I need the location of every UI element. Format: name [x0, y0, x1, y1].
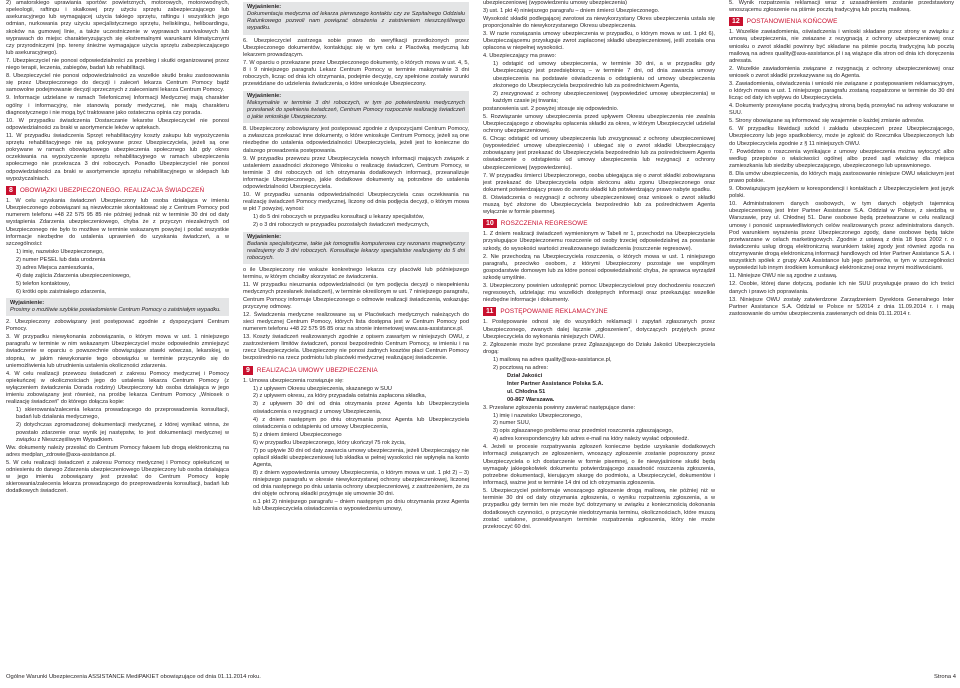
list-item: 2) z upływem okresu, za który przypadała ostatnia zapłacona składka, — [253, 393, 427, 400]
section-heading — [483, 307, 715, 316]
explanation-box — [243, 2, 469, 35]
explanation-box — [243, 91, 469, 124]
section-title: ROSZCZENIA REGRESOWE — [500, 220, 588, 228]
list-item: 6) krótki opis zaistniałego zdarzenia, — [16, 288, 107, 295]
explanation-heading: Wyjaśnienie: — [247, 233, 282, 240]
paragraph: 3. W razie rozwiązania umowy ubezpieczenia w przypadku, o którym mowa w ust. 1 pkt 6), Ubezpieczającemu przysługuje zwrot zapłaconej składki ubezpieczeniowej, jeśli została ona opłacona w niepełnej wysokości. — [483, 31, 715, 52]
paragraph: 5. Strony obowiązane są informować się wzajemnie o każdej zmianie adresów. — [729, 118, 925, 125]
paragraph: 5. Wynik rozpatrzenia reklamacji wraz z uzasadnieniem zostanie przedstawiony wnoszącemu zgłoszenie na piśmie pocztą tradycyjną lub pocztą mailową. — [729, 0, 954, 14]
section-heading — [729, 17, 954, 26]
section-heading — [243, 366, 469, 375]
section-heading — [483, 219, 715, 228]
list-item: 2) numer PESEL lub data urodzenia — [16, 256, 106, 263]
paragraph: 2. Nie przechodzą na Ubezpieczyciela roszczenia, o których mowa w ust. 1 niniejszego paragrafu, przeciwko osobom, z którymi Ubezpieczony pozostaje we wspólnym gospodarstwie domowym lub za które ponosi odpowiedzialność chyba, że sprawca wyrządził szkodę umyślnie. — [483, 253, 715, 282]
paragraph: 8. Dla umów ubezpieczenia, do których mają zastosowanie niniejsze OWU właściwym jest prawo polskie. — [729, 170, 954, 185]
paragraph: 1. Postępowanie odnosi się do wszystkich reklamacji i zapytań zgłaszanych przez Ubezpieczonego, zwanych dalej łącznie „zgłoszeniem”, dotyczących przyjętych przez Ubezpieczyciela do wykonania niniejszych OWU. — [483, 319, 715, 340]
list-item: 1) imię i nazwisko Ubezpieczonego, — [493, 412, 582, 419]
paragraph: 4. Ubezpieczający ma prawo: — [483, 53, 557, 60]
paragraph: o ile Ubezpieczony nie wskaże konkretnego lekarza czy placówki lub późniejszego terminu, w którym chciałby skorzystać ze świadczenia. — [243, 267, 469, 281]
explanation-heading: Wyjaśnienie: — [10, 299, 45, 306]
list-item: 6) w przypadku Ubezpieczonego, który ukończył 75 rok życia, — [253, 439, 406, 446]
column-1 — [6, 0, 229, 496]
paragraph: 9. Informacje udzielane w ramach Telefonicznej Informacji Medycznej mają charakter ogólny i informacyjny, nie stanowią porady medycznej, nie mają charakteru diagnostycznego i nie mogą być traktowane jako ostateczna opinia czy porada. — [6, 95, 229, 116]
list-item: 4) z dniem następnym po dniu otrzymania przez Agenta lub Ubezpieczyciela oświadczenia o odstąpieniu od umowy Ubezpieczenia, — [253, 416, 469, 430]
list-item: 1) do 5 dni roboczych w przypadku konsultacji u lekarzy specjalistów, — [253, 214, 425, 221]
paragraph: 3. Przesłane zgłoszenia powinny zawierać następujące dane: — [483, 404, 636, 411]
explanation-text: Dokumentacja medyczna od lekarza pierwszego kontaktu czy ze Szpitalnego Oddziału Ratunkowego pozwoli nam powiązać obrażenia z zaistnieniem nieszczęśliwego wypadku. — [247, 11, 465, 32]
section-number-badge: 12 — [729, 17, 743, 26]
list-item: 2) numer SUU, — [493, 420, 531, 427]
paragraph: 5. W celu realizacji świadczeń z zakresu Pomocy medycznej i Pomocy opiekuńczej w odniesieniu do danego Zdarzenia ubezpieczeniowego Ubezpieczony lub osoba działająca w jego imieniu zobowiązany jest przesłać do Centrum Pomocy kopię skierowania/zalecenia lekarza prowadzącego do przeprowadzenia konsultacji, badań lub dodatkowych świadczeń. — [6, 459, 229, 495]
paragraph: 7. Powództwo o roszczenia wynikające z umowy ubezpieczenia można wytoczyć albo według przepisów o właściwości ogólnej albo przed sąd właściwy dla miejsca zamieszkania lub siedziby ubezpieczającego, ubezpieczonego lub uprawnionego. — [729, 148, 954, 169]
list-item: 1) z upływem Okresu ubezpieczenia, skazanego w SUU — [253, 385, 392, 392]
list-item: 8) z dniem wypowiedzenia umowy Ubezpieczenia, o którym mowa w ust. 1 pkt 2) – 3) niniejszego paragrafu w okresie niewykorzystanej ochrony ubezpieczeniowej, liczonej od dnia następnego po dniu ustania ochrony ubezpieczeniowej, z zastrzeżeniem, że za dni objęte ochroną składki przyjmuje się umownie 30 dni. — [253, 469, 469, 498]
paragraph: 3. W przypadku niewykonania zobowiązania, o którym mowa w ust. 1 niniejszego paragrafu w terminie w nim wskazanym Ubezpieczyciel może odpowiednio zmniejszyć świadczenie w oparciu o powszechnie obowiązujące stawki wówczas, lekarskiej, w stopniu, w jakim niewykonanie tego obowiązku w terminie przyczyniło się do uniemożliwienia lub utrudnienia ustalenia okoliczności zdarzenia. — [6, 334, 229, 369]
list-item: 1) skierowania/zalecenia lekarza prowadzącego do przeprowadzenia konsultacji, badań lub działania medycznego, — [16, 407, 229, 421]
paragraph: 7. W przypadku śmierci Ubezpieczonego, osoba ubiegająca się o zwrot składki zobowiązana jest przekazać do Ubezpieczyciela odpis skróconu aktu zgonu Ubezpieczonego oraz dokument potwierdzający prawo do zwrotu składki lub potwierdzający prawo nabyte spadku. — [483, 172, 715, 193]
list-item: 4) datę zajścia Zdarzenia ubezpieczeniowego, — [16, 272, 131, 279]
paragraph: 12. Osobie, której dane dotyczą, podanie ich nie SUU przysługuje prawo do ich treści danych i prawo ich poprawiania. — [729, 281, 954, 295]
paragraph: 1. Wszelkie zawiadomienia, oświadczenia i wnioski składane przez strony w związku z umową ubezpieczenia, nie zwiazane z rezygnacją z ochrony ubezpieczeniowej oraz wniosku o zwrot składki powinny być składane na piśmie pocztą tradycyjną lub pocztą mailową na adres quality@axa-assistance.pl i są wiążące dla stron od dnia ich doręczenia adresata. — [729, 29, 954, 64]
explanation-text: Prosimy o możliwie szybkie powiadomienie Centrum Pomocy o zaistniałym wypadku. — [10, 306, 221, 313]
paragraph: 5. Rozwiązanie umowy ubezpieczenia przed upływem Okresu ubezpieczenia nie zwalnia Ubezpieczającego z obowiązku opłacenia składki za okres, w którym Ubezpieczyciel udzielał ochrony ubezpieczeniowej. — [483, 113, 715, 135]
list-item: 2) zrezygnować z ochrony ubezpieczeniowej (wypowiedzieć umowę ubezpieczenia) w każdym czasie jej trwania; — [493, 90, 715, 104]
address-line: Dział Jakości — [507, 372, 543, 379]
explanation-text: Badania specjalistyczne, takie jak tomografia komputerowa czy rezonans magnetyczny realizujemy do 3 dni roboczych. Konsultacje lekarzy specjalistów realizujemy do 5 dni roboczych. — [247, 240, 465, 261]
address-line: ul. Chłodna 51 — [507, 388, 546, 395]
paragraph: 3) ust. 1 pkt 4) niniejszego paragrafu – dniem śmierci Ubezpieczonego. — [483, 7, 660, 14]
paragraph: 10. W przypadku świadczenia Dostarczanie lekarstw Ubezpieczyciel nie ponosi odpowiedzialności za braki w asortymencie leków w aptekach. — [6, 117, 229, 131]
paragraph: 2) amatorskiego uprawiania sportów: powietrznych, motorowych, motorowodnych, speleologii, raftingu i skałkowej przy użyciu sprzętu zabezpieczającego lub asekuracyjnego lub wymagającej użycia takiego sprzętu, raftingu i wszystkich jego odmian, nurkowania przy użyciu specjalistycznego sprzętu, heliskiingu, heliboardingu, skoków na gumowej linie, a także uczestniczenie w wyprawach survivalowych lub wyprawach do miejsc charakteryzujących się ekstremalnymi warunkami klimatycznymi czy przyrodniczymi (np. tereny śnieżne wymagające użycia sprzętu zabezpieczającego lub asekuracyjnego). — [6, 0, 229, 57]
section-title: POSTANOWIENIA KOŃCOWE — [746, 18, 838, 26]
paragraph: 1. W celu uzyskania świadczeń Ubezpieczony lub osoba działająca w imieniu Ubezpieczonego zobowiązani są niezwłocznie skontaktować się z Centrum Pomocy pod numerem telefonu +48 22 575 95 85 nie później jednak niż w terminie 30 dni od daty wystąpienia Zdarzenia ubezpieczeniowego, chyba że z przyczyn niezależnych od Ubezpieczonego nie było to możliwe w terminie wskazanym powyżej i podać wszystkie informacje niezbędne do ustalenia uprawnień do uzyskania świadczeń, a w szczególności: — [6, 197, 229, 247]
paragraph: 5. Ubezpieczyciel poinformuje wnoszącego zgłoszenie drogą mailową, nie później niż w terminie 30 dni od daty otrzymania zgłoszenia, o wyniku rozpatrzenia zgłoszenia, a w przypadku gdy termin ten nie może być dotrzymany w związku z koniecznością dokonania dodatkowych czynności, o przyczynie niedotrzymania terminu, okolicznościach, które muszą zostać ustalone, przewidywanym terminie rozpatrzenia zgłoszenia, który nie może przekroczyć 60 dni. — [483, 488, 715, 530]
paragraph: 11. Niniejsze OWU nie są zgodne z ustawą. — [729, 273, 838, 280]
list-item: 3) opis zgłaszanego problemu oraz przedmiot roszczenia zgłaszającego, — [493, 428, 674, 435]
paragraph: postanowienia ust. 2 powyżej stosuje się odpowiednio. — [483, 105, 619, 112]
column-3 — [483, 0, 715, 532]
section-number-badge: 9 — [243, 366, 253, 375]
paragraph: Ww. dokumenty należy przesłać do Centrum Pomocy faksem lub drogą elektroniczną na adres medplan_zdrowie@axa-assistance.pl. — [6, 444, 229, 458]
paragraph: 6. W przypadku likwidacji szkód i zakładu ubezpieczeń przez Ubezpieczającego, Ubezpieczony lub jego spadkobiercy, może je zgłosić do Rzecznika Ubezpieczonych lub do Ubezpieczyciela zgodnie z § 11 niniejszych OWU. — [729, 126, 954, 147]
paragraph: 3. Ubezpieczony powinien udostępnić pomoc Ubezpieczycielowi przy dochodzeniu roszczeń regresowych, udzielając mu wszelkich dostępnych informacji oraz przekazując wszelkie niezbędne informacje i dokumenty. — [483, 282, 715, 304]
paragraph: 7. Ubezpieczyciel nie ponosi odpowiedzialności za przebieg i skutki organizowanej przez niego terapii, leczenia, zabiegów, badań lub rehabilitacji. — [6, 58, 229, 72]
paragraph: 8. Ubezpieczony zobowiązany jest postępować zgodnie z dyspozycjami Centrum Pomocy, a zwłaszcza przekazać inne dokumenty, o które wnioskuje Centrum Pomocy, jeżeli są one niezbędne do ustalenia odpowiedzialności Ubezpieczyciela, jeżeli jest to konieczne do dalszego prowadzenia postępowania. — [243, 126, 469, 154]
paragraph: 4. Jeżeli w procesie rozpatrywania zgłoszeń konieczne będzie uzyskanie dodatkowych informacji związanych ze zgłoszeniem, wnoszący zgłoszenie zostanie poproszony przez Ubezpieczyciela o ich dostarczenie w formie pisemnej, o ile niewyjaśnione skutki będą wymagały jakiegokolwiek dokumentu potwierdzającego zasadność roszczenia zgłoszenia, potrzebne dokumentacji, kierującym skargę do podmiotu, a Ubezpieczyciel, dokumentów i informacji, ważne jest w terminie 14 dni od ich otrzymania zgłoszenia. — [483, 444, 715, 487]
list-item: 3) adres Miejsca zamieszkania, — [16, 264, 95, 271]
list-item: o.1 pkt 2) niniejszego paragrafu – dniem następnym po dniu otrzymania przez Agenta lub Ubezpieczyciela oświadczenia o wypowiedzeniu umowy, — [253, 499, 469, 513]
section-number-badge: 11 — [483, 307, 496, 316]
paragraph: 1. Umowa ubezpieczenia rozwiązuje się: — [243, 377, 344, 384]
section-title: REALIZACJA UMOWY UBEZPIECZENIA — [256, 366, 378, 374]
paragraph: 10. W przypadku uznania odpowiedzialności Ubezpieczyciela czas oczekiwania na realizację świadczeń Pomocy medycznej, liczony od dnia podjęcia decyzji, o którym mowa w pkt 7 powyżej, wynosi: — [243, 192, 469, 213]
list-item: 1) mailową na adres quality@axa-assistance.pl, — [493, 356, 612, 363]
explanation-heading: Wyjaśnienie: — [247, 4, 282, 10]
section-title: POSTĘPOWANIE REKLAMACYJNE — [500, 308, 608, 316]
paragraph: 8. Oświadczenia o rezygnacji z ochrony ubezpieczeniowej oraz wniosek o zwrot składki muszą być złożone do Ubezpieczyciela bezpośrednio lub za pośrednictwem Agenta wyłącznie w formie pisemnej. — [483, 194, 715, 216]
paragraph: 12. Świadczenia medyczne realizowane są w Placówkach medycznych należących do sieci medycznej Centrum Pomocy, których lista dostępna jest w Centrum Pomocy pod numerem telefonu +48 22 575 95 85 oraz na stronie internetowej www.axa-assistance.pl. — [243, 311, 469, 332]
explanation-box — [243, 232, 469, 265]
explanation-box — [6, 298, 229, 316]
paragraph: ubezpieczeniowej (wypowiedzeniu umowy ubezpieczenia) — [483, 0, 627, 6]
paragraph: 11. W przypadku świadczenia Sprzęt rehabilitacyjny koszty zakupu lub wypożyczenia sprzętu rehabilitacyjnego nie są pokrywane przez Ubezpieczyciela, jeżeli są one pokrywane w ramach obowiązkowego ubezpieczenia społecznego lub gdy okres oczekiwania na wypożyczenie sprzętu rehabilitacyjnego w ramach ubezpieczenia społecznego nie przekracza 3 dni roboczych. Ponadto Ubezpieczyciel nie ponosi odpowiedzialności za braki w asortymencie sprzętu rehabilitacyjnego w sklepach lub wypożyczalniach. — [6, 132, 229, 182]
paragraph: 13. Niniejsze OWU zostały zatwierdzone Zarządzeniem Dyrektora Generalnego Inter Partner Assistance S.A. Oddział w Polsce nr 5/2014 z dnia 11.09.2014 r. i mają zastosowanie do umów ubezpieczenia zawieranych od dnia 01.11.2014 r. — [729, 296, 954, 317]
paragraph: 11. W przypadku nieuznania odpowiedzialności (w tym podjęcia decyzji o niespełnieniu medycznych przesłanek świadczeń), w terminie określonym w ust. 7 niniejszego paragrafu, Centrum Pomocy informuje Ubezpieczonego o odmowie realizacji świadczenia, wskazując przyczynę odmowy. — [243, 282, 469, 310]
paragraph: 7. W oparciu o przekazane przez Ubezpieczonego dokumenty, o których mowa w ust. 4, 5, 8 i 9 niniejszego paragrafu Lekarz Centrum Pomocy w terminie maksymalnie 3 dni roboczych, licząc od dnia ich otrzymania, podejmie decyzję, czy spełnione zostały warunki przewidziane do udzielenia świadczenia, o które wnioskuje Ubezpieczony. — [243, 59, 469, 88]
paragraph: 6. Ubezpieczyciel zastrzega sobie prawo do weryfikacji przedłożonych przez Ubezpieczonego dokumentów, kontaktując się w tym celu z Placówką medyczną lub lekarzem prowadzącym. — [243, 37, 469, 58]
footer-document-title: Ogólne Warunki Ubezpieczenia ASSISTANCE MediPAKIET obowiązujące od dnia 01.11.2014 roku. — [6, 674, 261, 680]
address-line: Inter Partner Assistance Polska S.A. — [507, 380, 604, 387]
paragraph: 3. Zawiadomienia, oświadczenia i wnioski nie związane z postępowaniem reklamacyjnym, o których mowa w ust. 1 niniejszego paragrafu zostaną rozpatrzone w terminie do 30 dni licząc od daty ich wpływu do Ubezpieczyciela. — [729, 81, 954, 102]
footer-page-number: Strona 4 — [934, 674, 956, 680]
paragraph: 13. Koszty świadczeń realizowanych zgodnie z opisem zawartym w niniejszych OWU, z zastrzeżeniem limitów świadczeń, ponosi bezpośrednio Centrum Pomocy, w imieniu i na rzecz Ubezpieczyciela. Ubezpieczony nie ponosi żadnych kosztów płaci Centrum Pomocy bezpośrednio na rzecz podmiotu lub placówki medycznej realizującej świadczenie. — [243, 333, 469, 362]
list-item: 7) po upływie 30 dni od daty zawarcia umowy ubezpieczenia, jeżeli Ubezpieczający nie opłacił składki ubezpieczeniowej lub składka w pełnej wysokości nie wpłynęła na konto Agenta, — [253, 447, 469, 468]
section-heading — [6, 186, 229, 195]
list-item: 4) adres korespondencyjny lub adres e-mail na który należy wysłać odpowiedź. — [493, 436, 689, 443]
paragraph: 1. Z dniem realizacji świadczeń wymienionym w Tabeli nr 1, przechodzi na Ubezpieczyciela przysługujące Ubezpieczonemu roszczenie od osoby trzeciej odpowiedzialnej za powstanie szkody, do wysokości wartości zrealizowanego świadczenia (roszczenie regresowe). — [483, 231, 715, 252]
list-item: 2) o 3 dni roboczych w przypadku pozostałych świadczeń medycznych, — [253, 222, 430, 229]
list-item: 5) z dniem śmierci Ubezpieczonego — [253, 431, 342, 438]
section-number-badge: 10 — [483, 219, 497, 228]
explanation-text: Maksymalnie w terminie 3 dni roboczych, w tym po potwierdzeniu medycznych przesłanek do spełnienia świadczeń, Centrum Pomocy rozpocznie realizację świadczeń o jakie wnioskuje Ubezpieczony. — [247, 99, 465, 120]
column-4 — [729, 0, 954, 319]
paragraph: Wysokość składki podlegającej zwrotowi za niewykorzystany Okres ubezpieczenia ustala się proporcjonalnie do niewykorzystanego Okresu ubezpieczenia. — [483, 15, 715, 30]
paragraph: 10. Administratorem danych osobowych, w tym danych objętych tajemnicą ubezpieczeniową jest Inter Partner Assistance S.A. Oddział w Polsce, z siedzibą w Warszawie, przy ul. Chłodnej 51. Dane osobowe będą przetwarzane w celu realizacji umowy i ponosić usprawiedliwionych celów realizowanych przez administratora danych. Pod warunkiem wyrażenia przez Ubezpieczonego zgody, dane osobowe będą także przetwarzane w celach marketingowych. Zgodnie z ustawą z dnia 18 lipca 2002 r. o świadczeniu usług drogą elektroniczną warunkiem takiej zgody jest również zgoda na otrzymywanie drogą elektroniczną informacji handlowych od Inter Partner Assistance S.A. i wszystkich spółek z grupy AXA Assistance lub jego partnerów, w tym w szczególności wypowiedzi lub innym środkiem komunikacji elektronicznej oraz innymi możliwościami. — [729, 201, 954, 272]
paragraph: 8. Ubezpieczyciel nie ponosi odpowiedzialności za wszelkie skutki braku zastosowania się przez Ubezpieczonego do decyzji i zaleceń lekarza Centrum Pomocy bądź samowolne podejmowanie decyzji sprzecznych z zaleceniami lekarza Centrum Pomocy. — [6, 73, 229, 94]
paragraph: 6. Chcąc odstąpić od umowy ubezpieczenia lub zrezygnować z ochrony ubezpieczeniowej (wypowiedzieć umowę ubezpieczenia) i ubiegać się o zwrot składki Ubezpieczający zobowiązany jest przekazać do Ubezpieczyciela bezpośrednio lub za pośrednictwem Agenta oświadczenie o odstąpieniu od umowy ubezpieczenia lub rezygnacji z ochrony ubezpieczeniowej (wypowiedzeniu). — [483, 135, 715, 171]
list-item: 1) imię, nazwisko Ubezpieczonego, — [16, 248, 104, 255]
address-line: 00-867 Warszawa. — [507, 396, 555, 403]
paragraph: 9. Obowiązującym językiem w korespondencji i kontaktach z Ubezpieczycielem jest język polski. — [729, 185, 954, 200]
list-item: 2) pocztową na adres: — [493, 364, 549, 371]
list-item: 2) dotychczas zgromadzonej dokumentacji medycznej, z której wynikać winna, że powstało zdarzenie oraz wynik jej następstw, to jest dokumentacji medycznej w związku z Nieszczęśliwym Wypadkiem. — [16, 422, 229, 443]
explanation-heading: Wyjaśnienie: — [247, 92, 282, 99]
paragraph: 9. W przypadku przewozu przez Ubezpieczyciela nowych informacji mających związek z ustaleniem zasadności złożonego Wniosku o realizację świadczeń, Centrum Pomocy, w terminie 3 dni roboczych od ich otrzymania dodatkowych informacji, przeanalizuje informacje Ubezpieczonego, jakie dodatkowe dokumenty są potrzebne do ustalenia odpowiedzialności Ubezpieczyciela. — [243, 155, 469, 191]
section-title: OBOWIĄZKI UBEZPIECZONEGO. REALIZACJA ŚWIADCZEŃ — [19, 186, 205, 194]
list-item: 1) odstąpić od umowy ubezpieczenia, w terminie 30 dni, a w przypadku gdy Ubezpieczający jest przedsiębiorcą – w terminie 7 dni, od dnia zawarcia umowy ubezpieczenia na podstawie oświadczenia o odstąpieniu od umowy ubezpieczenia złożonego do Ubezpieczyciela bezpośrednio lub za pośrednictwem Agenta, — [493, 61, 715, 89]
paragraph: 2. Wszelkie zawiadomienia związane z rezygnacją z ochrony ubezpieczeniowej oraz wniosek o zwrot składki przekazywane są do Agenta. — [729, 65, 954, 80]
section-number-badge: 8 — [6, 186, 16, 195]
paragraph: 4. Dokumenty przesyłane pocztą tradycyjną stroną będą przesyłać na adresy wskazane w SUU. — [729, 103, 954, 117]
paragraph: 2. Zgłoszenie może być przesłane przez Zgłaszającego do Działu Jakości Ubezpieczyciela drogą: — [483, 341, 715, 355]
paragraph: 4. W celu realizacji przewozu świadczeń z zakresu Pomocy medycznej i Pomocy opiekuńczej w okolicznościach jego do ustalenia lekarza Centrum Pomocy (z wyłączeniem świadczenia Dorada rodziny) Ubezpieczony lub osoba działająca w jego imieniu zobowiązany jest również, na prośbę lekarza Centrum Pomocy „Wniosek o realizację świadczeń” do którego dołącza kopie: — [6, 370, 229, 406]
paragraph: 2. Ubezpieczony zobowiązany jest postępować zgodnie z dyspozycjami Centrum Pomocy. — [6, 319, 229, 333]
list-item: 5) telefon kontaktowy, — [16, 280, 70, 287]
list-item: 3) z upływem 30 dni od dnia otrzymania przez Agenta lub Ubezpieczyciela oświadczenia o rezygnacji z umowy Ubezpieczenia, — [253, 401, 469, 415]
column-2 — [243, 0, 469, 514]
